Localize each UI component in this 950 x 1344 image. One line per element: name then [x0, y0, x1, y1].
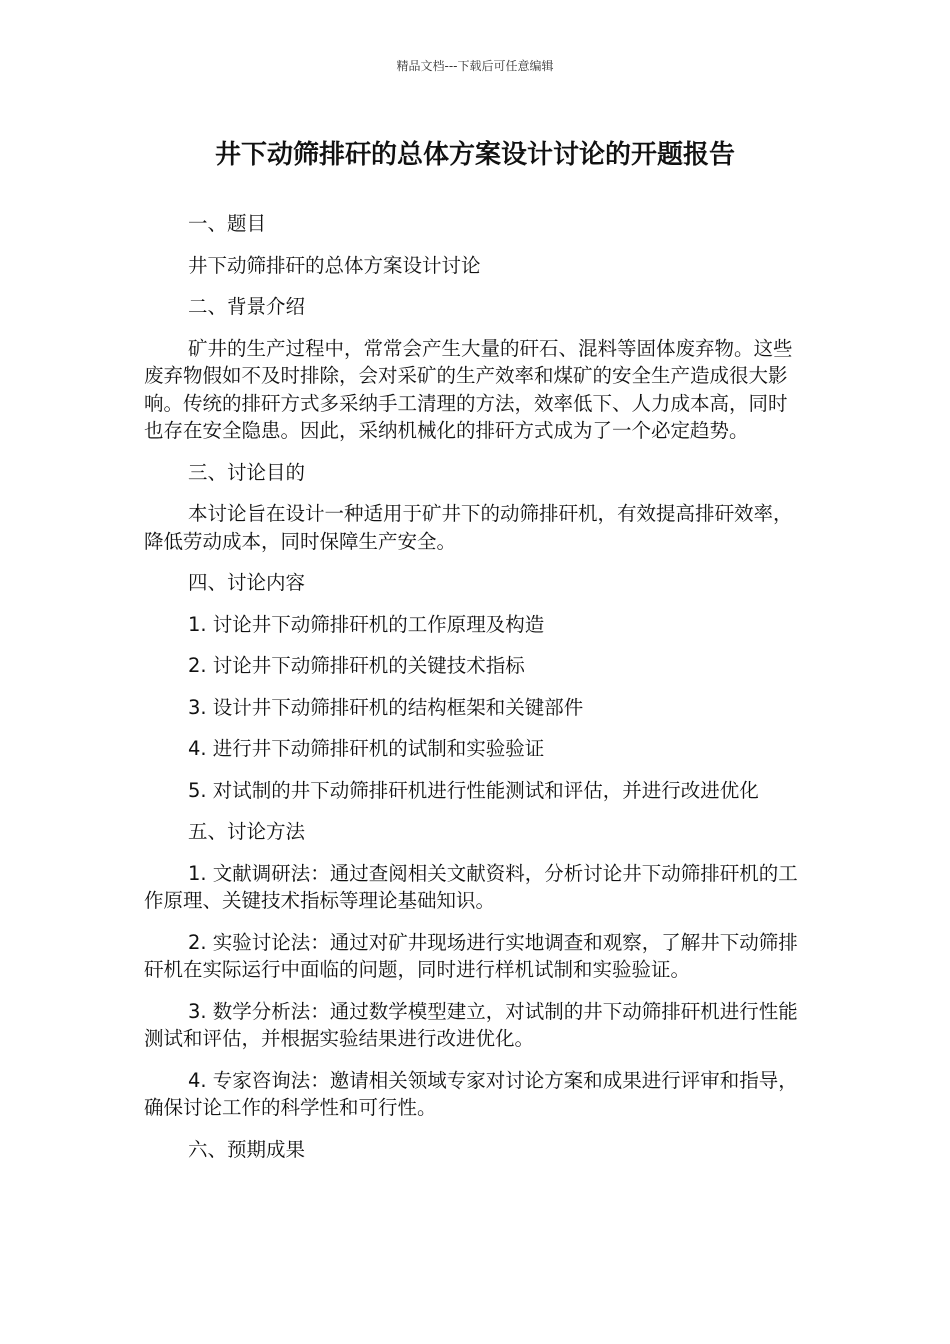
document-body	[144, 210, 804, 1177]
method-item: 2. 实验讨论法：通过对矿井现场进行实地调查和观察，了解井下动筛排矸机在实际运行中面临的问题，同时进行样机试制和实验验证。	[144, 930, 798, 981]
content-item: 3. 设计井下动筛排矸机的结构框架和关键部件	[188, 695, 584, 719]
purpose-text: 本讨论旨在设计一种适用于矿井下的动筛排矸机，有效提高排矸效率，降低劳动成本，同时保障生产安全。	[144, 502, 793, 553]
section-heading-background: 二、背景介绍	[188, 295, 306, 318]
method-item: 4. 专家咨询法：邀请相关领域专家对讨论方案和成果进行评审和指导，确保讨论工作的科学性和可行性。	[144, 1068, 798, 1119]
section-heading-purpose: 三、讨论目的	[188, 460, 306, 484]
content-item: 4. 进行井下动筛排矸机的试制和实验验证	[188, 737, 545, 760]
header-note: 精品文档---下载后可任意编辑	[396, 59, 554, 73]
section-heading-content: 四、讨论内容	[188, 571, 306, 594]
section-heading-methods: 五、讨论方法	[188, 820, 306, 843]
content-item: 1. 讨论井下动筛排矸机的工作原理及构造	[188, 612, 545, 636]
topic-text: 井下动筛排矸的总体方案设计讨论	[188, 253, 481, 277]
method-item: 1. 文献调研法：通过查阅相关文献资料，分析讨论井下动筛排矸机的工作原理、关键技术指标等理论基础知识。	[144, 861, 798, 912]
document-title: 井下动筛排矸的总体方案设计讨论的开题报告	[214, 140, 735, 170]
content-item: 5. 对试制的井下动筛排矸机进行性能测试和评估，并进行改进优化	[188, 778, 759, 802]
content-item: 2. 讨论井下动筛排矸机的关键技术指标	[188, 654, 525, 677]
section-heading-topic: 一、题目	[188, 212, 267, 235]
method-item: 3. 数学分析法：通过数学模型建立，对试制的井下动筛排矸机进行性能测试和评估，并根据实验结果进行改进优化。	[144, 999, 798, 1050]
background-text: 矿井的生产过程中，常常会产生大量的矸石、混料等固体废弃物。这些废弃物假如不及时排除，会对采矿的生产效率和煤矿的安全生产造成很大影响。传统的排矸方式多采纳手工清理的方法，效率低下、人力成本高，同时也存在安全隐患。因此，采纳机械化的排矸方式成为了一个必定趋势。	[144, 336, 793, 442]
section-heading-results: 六、预期成果	[188, 1137, 306, 1161]
